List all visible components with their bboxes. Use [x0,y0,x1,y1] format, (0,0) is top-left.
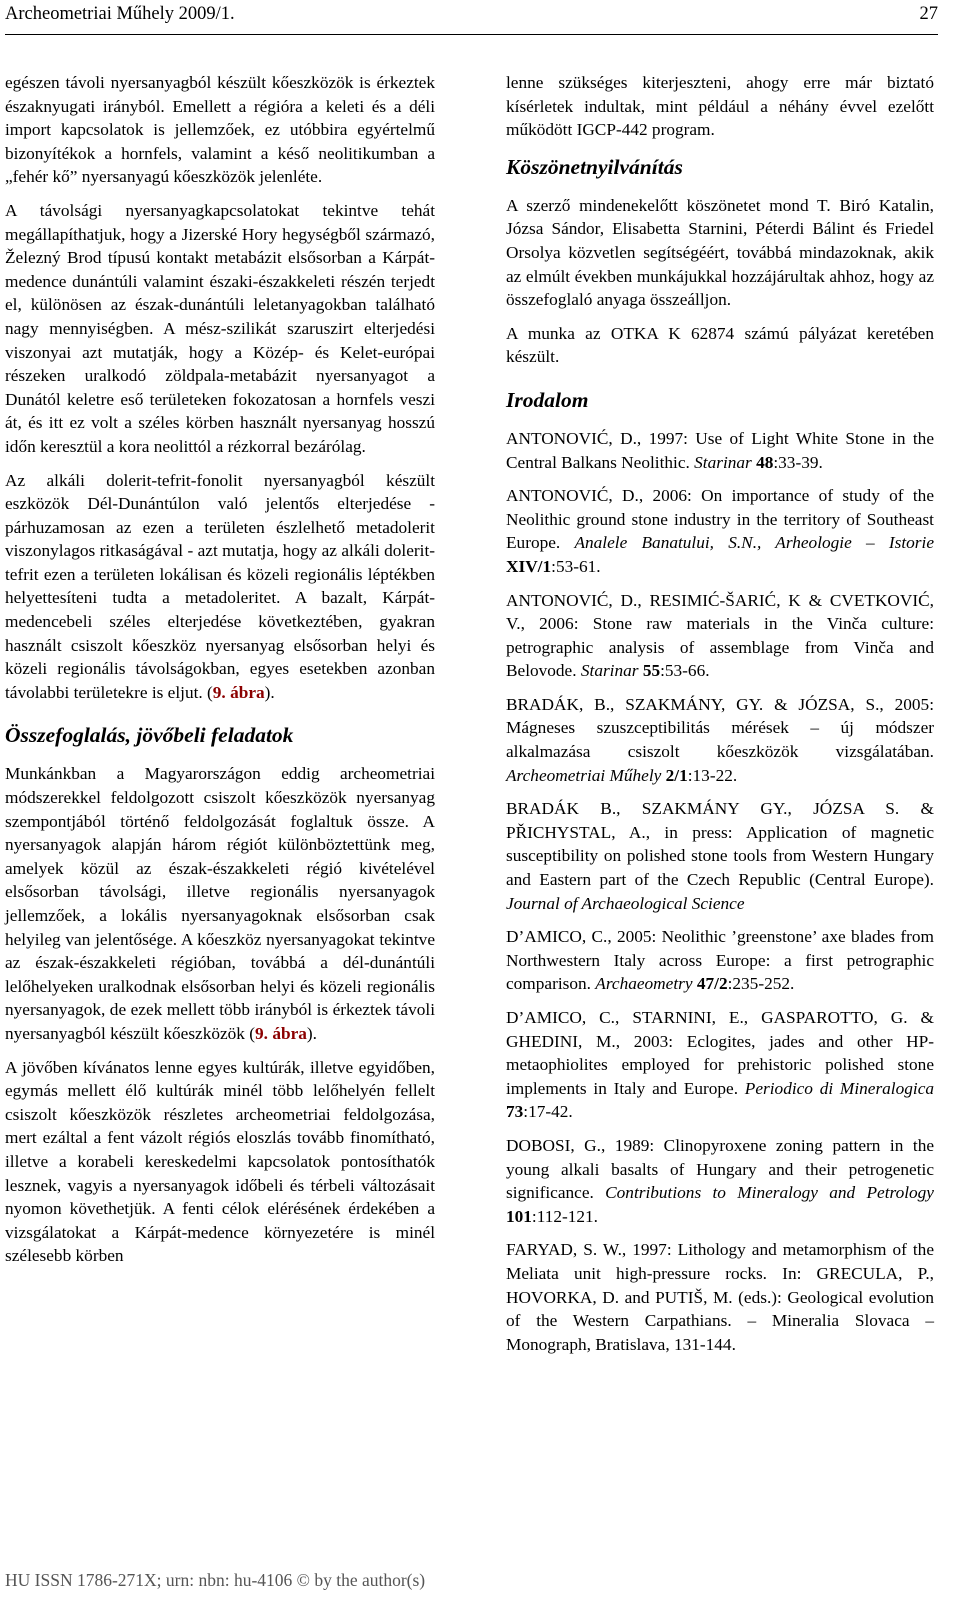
paragraph: Az alkáli dolerit-tefrit-fonolit nyersanyagból készült eszközök Dél-Dunántúlon való jelentős elterjedése - párhuzamosan az ezen a területen észlelhető metadolerit viszonylagos ritkaságával - azt mutatja, hogy az alkáli dolerit-tefrit ezen a területen lokálisan és közeli regionális léptékben helyettesíteni tudta a metadoleritet. A bazalt, Kárpát-medencebeli széles elterjedése következtében, gyakran használt csiszolt kőeszköz nyersanyag elsősorban helyi és közeli regionális távolságokban, egyes esetekben azonban távolabbi területekre is eljut. (9. ábra). [5,470,435,702]
page-number: 27 [919,4,938,24]
reference-journal: Archeometriai Műhely [506,765,666,785]
reference-pages: :53-66. [660,661,710,681]
figure-reference[interactable]: 9. ábra [255,1023,307,1043]
section-heading-summary: Összefoglalás, jövőbeli feladatok [5,723,294,748]
paragraph: egészen távoli nyersanyagból készült kőeszközök is érkeztek északnyugati irányból. Emellett a régióra a keleti és a déli import kapcsolatok is jellemzőek, ez utóbbira egyértelmű bizonyítékok a hornfels, valamint a késő neolitikumban a „fehér kő” nyersanyagú kőeszközök jelenléte. [5,73,435,187]
reference-volume: 55 [642,661,661,681]
reference-list [506,427,934,1356]
reference-item: FARYAD, S. W., 1997: Lithology and metamorphism of the Meliata unit high-pressure rocks. In: GRECULA, P., HOVORKA, D. and PUTIŠ, M. (eds.): Geological evolution of the Western Carpathians. – Mineralia Slovaca – Monograph, Bratislava, 131-144. [506,1240,934,1354]
reference-item: D’AMICO, C., 2005: Neolithic ’greenstone’ axe blades from Northwestern Italy across Europe: a first petrographic comparison. Archaeometry 47/2:235-252. [506,927,934,994]
reference-pages: :235-252. [727,974,795,994]
reference-pages: :33-39. [773,452,823,472]
reference-volume: 2/1 [665,765,688,785]
reference-volume: XIV/1 [506,556,552,576]
section-heading-acknowledgements: Köszönetnyilvánítás [506,154,683,179]
page-header [5,0,938,35]
reference-item: ANTONOVIĆ, D., 1997: Use of Light White Stone in the Central Balkans Neolithic. Starinar 48:33-39. [506,428,934,472]
figure-reference[interactable]: 9. ábra [212,682,265,702]
reference-volume: 48 [756,452,774,472]
reference-journal: Periodico di Mineralogica [744,1078,934,1098]
section-heading-references: Irodalom [506,387,589,412]
reference-item: ANTONOVIĆ, D., RESIMIĆ-ŠARIĆ, K & CVETKOVIĆ, V., 2006: Stone raw materials in the Vinča culture: petrographic analysis of assemblage from Vinča and Belovode. Starinar 55:53-66. [506,590,934,681]
paragraph: Munkánkban a Magyarországon eddig archeometriai módszerekkel feldolgozott csiszolt kőeszközök nyersanyag szempontjából történő feldolgozását foglaltuk össze. A nyersanyagok alapján három régiót különböztettünk meg, amelyek közül az észak-északkeleti régió kivételével elsősorban távolsági, illetve regionális nyersanyagok jellemzőek, a lokális nyersanyagoknak elsősorban csak helyileg van jelentősége. A kőeszköz nyersanyagokat tekintve az észak-északkeleti régióban, továbbá a dél-dunántúli lelőhelyeken uralkodnak elsősorban helyi és közeli regionális nyersanyagok, de ezek mellett több irányból is érkeztek távoli nyersanyagból készült kőeszközök (9. ábra). [5,764,435,1043]
reference-item: D’AMICO, C., STARNINI, E., GASPAROTTO, G. & GHEDINI, M., 2003: Eclogites, jades and other HP-metaophiolites employed for prehistoric polished stone implements in Italy and Europe. Periodico di Mineralogica 73:17-42. [506,1008,934,1122]
reference-item: ANTONOVIĆ, D., 2006: On importance of study of the Neolithic ground stone industry in the territory of Southeast Europe. Analele Banatului, S.N., Arheologie – Istorie XIV/1:53-61. [506,486,934,576]
reference-pages: :17-42. [523,1102,573,1122]
reference-pages: :112-121. [531,1206,599,1226]
reference-item: BRADÁK B., SZAKMÁNY GY., JÓZSA S. & PŘICHYSTAL, A., in press: Application of magnetic susceptibility on polished stone tools from Western Hungary and Eastern part of the Czech Republic (Central Europe). Journal of Archaeological Science [506,799,934,913]
reference-volume: 73 [506,1102,524,1122]
journal-title: Archeometriai Műhely 2009/1. [5,4,235,24]
reference-item: DOBOSI, G., 1989: Clinopyroxene zoning pattern in the young alkali basalts of Hungary and their petrogenetic significance. Contributions to Mineralogy and Petrology 101:112-121. [506,1135,934,1226]
reference-journal: Journal of Archaeological Science [506,893,745,913]
page-footer: HU ISSN 1786-271X; urn: nbn: hu-4106 © by the author(s) [5,1570,426,1590]
paragraph: A munka az OTKA K 62874 számú pályázat keretében készült. [506,323,934,367]
paragraph: A szerző mindenekelőtt köszönetet mond T. Biró Katalin, Józsa Sándor, Elisabetta Starnini, Péterdi Bálint és Friedel Orsolya közvetlen segítségéért, továbbá mindazoknak, akik az elmúlt években munkájukkal hozzájárultak ahhoz, hogy az összefoglaló anyaga összeálljon. [506,195,934,310]
reference-volume: 47/2 [696,974,728,994]
paragraph: lenne szükséges kiterjeszteni, ahogy erre már biztató kísérletek indultak, mint például a néhány évvel ezelőtt működött IGCP-442 program. [506,73,934,140]
left-column [5,71,435,1278]
reference-journal: Starinar [580,661,643,681]
paragraph: A távolsági nyersanyagkapcsolatokat tekintve tehát megállapíthatjuk, hogy a Jizerské Hory hegységből származó, Železný Brod típusú kontakt metabázit elsősorban a Kárpát-medence dunántúli valamint északi-északkeleti részén terjedt el, különösen az észak-dunántúli leletanyagokban található nagy mennyiségben. A mész-szilikát szaruszirt elterjedési viszonyai azt mutatják, hogy a Közép- és Kelet-európai részeken uralkodó zöldpala-metabázit nyersanyagot a Dunától keletre eső területeken fokozatosan a hornfels veszi át, és itt ez volt a széles körben használt nyersanyag hosszú időn keresztül a kora neolittól a rézkorral bezárólag. [5,200,435,456]
reference-item: BRADÁK, B., SZAKMÁNY, GY. & JÓZSA, S., 2005: Mágneses szuszceptibilitás mérések – új módszer alkalmazása csiszolt kőeszközök vizsgálatában. Archeometriai Műhely 2/1:13-22. [506,694,934,785]
reference-volume: 101 [506,1206,532,1226]
reference-journal: Archaeometry [595,974,697,994]
right-column [506,71,934,1366]
reference-journal: Analele Banatului, S.N., Arheologie – Istorie [574,533,934,553]
reference-journal: Starinar [694,452,757,472]
reference-journal: Contributions to Mineralogy and Petrology [605,1183,934,1203]
paragraph: A jövőben kívánatos lenne egyes kultúrák, illetve egyidőben, egymás mellett élő kultúrák minél több lelőhelyén fellelt csiszolt kőeszközök részletes archeometriai feldolgozása, mert ezáltal a fent vázolt régiós eloszlás tovább finomítható, illetve a korabeli kereskedelmi kapcsolatok pontosíthatók lesznek, vagyis a nyersanyagok időbeli és térbeli változásait nyomon követhetjük. A fenti célok elérésének érdekében a vizsgálatokat a Kárpát-medence környezetére is minél szélesebb körben [5,1057,435,1266]
reference-pages: :53-61. [551,556,601,576]
reference-pages: :13-22. [687,765,738,785]
